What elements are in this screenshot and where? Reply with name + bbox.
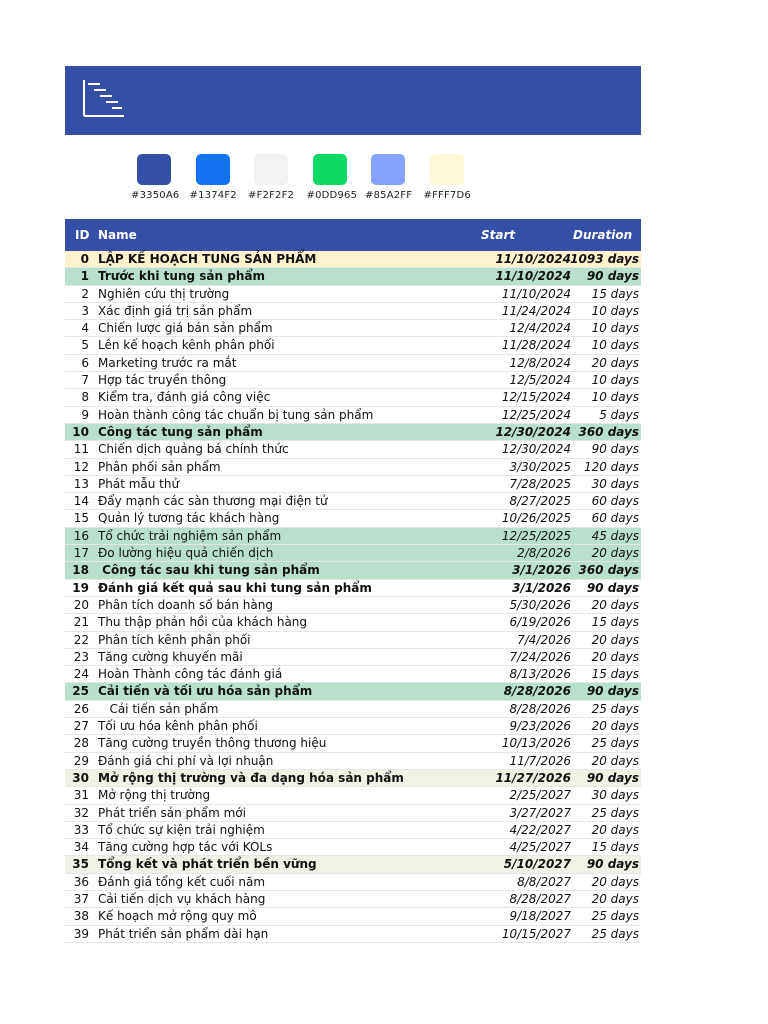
row-id: 7 bbox=[81, 373, 89, 388]
row-id: 15 bbox=[73, 511, 89, 526]
table-row bbox=[65, 337, 641, 354]
table-row bbox=[65, 666, 641, 683]
row-id: 10 bbox=[72, 424, 89, 439]
table-row bbox=[65, 303, 641, 320]
row-duration: 15 days bbox=[591, 286, 639, 301]
table-body bbox=[65, 251, 641, 943]
table-row bbox=[65, 770, 641, 787]
row-start: 11/27/2026 bbox=[495, 770, 571, 785]
row-name: Chiến dịch quảng bá chính thức bbox=[98, 442, 289, 457]
row-duration: 20 days bbox=[591, 546, 639, 561]
row-duration: 90 days bbox=[591, 442, 639, 457]
row-id: 36 bbox=[73, 874, 89, 889]
color-swatch bbox=[248, 154, 298, 201]
table-row bbox=[65, 562, 641, 579]
row-duration: 10 days bbox=[591, 321, 639, 336]
row-duration: 60 days bbox=[591, 494, 639, 509]
row-duration: 20 days bbox=[591, 597, 639, 612]
table-row bbox=[65, 787, 641, 804]
row-start: 12/25/2024 bbox=[501, 407, 571, 422]
row-duration: 20 days bbox=[591, 719, 639, 734]
table-row bbox=[65, 753, 641, 770]
row-id: 29 bbox=[73, 753, 89, 768]
row-start: 6/19/2026 bbox=[509, 615, 571, 630]
row-start: 2/25/2027 bbox=[509, 788, 571, 803]
row-name: Đo lường hiệu quả chiến dịch bbox=[98, 546, 274, 561]
row-start: 2/8/2026 bbox=[517, 546, 571, 561]
row-duration: 10 days bbox=[591, 390, 639, 405]
row-start: 7/28/2025 bbox=[509, 476, 571, 491]
row-start: 11/28/2024 bbox=[501, 338, 571, 353]
color-swatch bbox=[131, 154, 181, 201]
column-header-duration: Duration bbox=[573, 228, 633, 242]
table-row bbox=[65, 614, 641, 631]
table-row bbox=[65, 493, 641, 510]
table-row bbox=[65, 891, 641, 908]
column-header-id: ID bbox=[75, 228, 90, 242]
row-name: Lên kế hoạch kênh phân phối bbox=[98, 338, 275, 353]
table-row bbox=[65, 545, 641, 562]
row-start: 8/13/2026 bbox=[509, 667, 571, 682]
row-name: Nghiên cứu thị trường bbox=[98, 286, 230, 301]
row-duration: 360 days bbox=[578, 424, 639, 439]
row-id: 38 bbox=[73, 909, 89, 924]
row-start: 5/30/2026 bbox=[509, 597, 571, 612]
column-header-start: Start bbox=[481, 228, 516, 242]
table-row bbox=[65, 632, 641, 649]
row-start: 3/27/2027 bbox=[509, 805, 571, 820]
row-duration: 20 days bbox=[591, 355, 639, 370]
table-row bbox=[65, 580, 641, 597]
row-id: 24 bbox=[73, 667, 89, 682]
row-duration: 10 days bbox=[591, 303, 639, 318]
row-name: Công tác tung sản phẩm bbox=[98, 424, 263, 439]
row-name: Trước khi tung sản phẩm bbox=[98, 269, 265, 284]
row-name: Cải tiến và tối ưu hóa sản phẩm bbox=[98, 684, 313, 699]
table-row bbox=[65, 701, 641, 718]
row-start: 8/28/2027 bbox=[509, 891, 571, 906]
row-duration: 20 days bbox=[591, 822, 639, 837]
row-name: LẬP KẾ HOẠCH TUNG SẢN PHẨM bbox=[98, 252, 317, 266]
gantt-icon bbox=[82, 80, 124, 118]
row-name: Đẩy mạnh các sàn thương mại điện tử bbox=[98, 494, 328, 509]
row-start: 3/30/2025 bbox=[509, 459, 571, 474]
color-chip bbox=[313, 154, 347, 185]
row-name: Mở rộng thị trường bbox=[98, 788, 211, 803]
row-id: 35 bbox=[72, 857, 89, 872]
row-id: 14 bbox=[73, 494, 89, 509]
row-name: Tổ chức trải nghiệm sản phẩm bbox=[98, 528, 282, 543]
row-id: 4 bbox=[81, 321, 89, 336]
table-row bbox=[65, 649, 641, 666]
row-name: Phát triển sản phẩm mới bbox=[98, 805, 246, 820]
row-start: 8/28/2026 bbox=[509, 701, 571, 716]
row-id: 23 bbox=[73, 649, 89, 664]
row-id: 1 bbox=[80, 269, 89, 284]
row-name: Công tác sau khi tung sản phẩm bbox=[98, 563, 320, 578]
table-row bbox=[65, 718, 641, 735]
table-row bbox=[65, 908, 641, 925]
row-name: Phát triển sản phẩm dài hạn bbox=[98, 926, 269, 941]
row-start: 9/23/2026 bbox=[509, 719, 571, 734]
row-id: 18 bbox=[72, 563, 89, 578]
table-row bbox=[65, 822, 641, 839]
table-header bbox=[65, 219, 641, 251]
row-id: 20 bbox=[73, 597, 89, 612]
row-start: 4/22/2027 bbox=[509, 822, 571, 837]
row-duration: 25 days bbox=[591, 926, 639, 941]
row-id: 37 bbox=[73, 891, 89, 906]
color-chip bbox=[430, 154, 464, 185]
row-name: Xác định giá trị sản phẩm bbox=[98, 303, 253, 318]
row-duration: 10 days bbox=[591, 338, 639, 353]
row-id: 3 bbox=[81, 303, 89, 318]
row-duration: 25 days bbox=[591, 909, 639, 924]
color-label: #85A2FF bbox=[365, 190, 413, 201]
row-id: 17 bbox=[73, 546, 89, 561]
table-row bbox=[65, 510, 641, 527]
color-swatch bbox=[424, 154, 474, 201]
row-name: Mở rộng thị trường và đa dạng hóa sản phẩm bbox=[98, 770, 404, 785]
row-name: Tăng cường hợp tác với KOLs bbox=[98, 840, 273, 855]
row-name: Phát mẫu thử bbox=[98, 476, 180, 491]
row-duration: 20 days bbox=[591, 891, 639, 906]
color-label: #0DD965 bbox=[306, 190, 358, 201]
row-name: Tổng kết và phát triển bền vững bbox=[98, 857, 317, 872]
row-start: 10/13/2026 bbox=[501, 736, 571, 751]
row-id: 2 bbox=[81, 286, 89, 301]
row-name: Marketing trước ra mắt bbox=[98, 355, 237, 370]
row-id: 31 bbox=[73, 788, 89, 803]
row-id: 30 bbox=[72, 770, 89, 785]
color-swatch bbox=[307, 154, 357, 201]
table-row bbox=[65, 441, 641, 458]
color-chip bbox=[371, 154, 405, 185]
color-label: #F2F2F2 bbox=[248, 190, 295, 201]
table-row bbox=[65, 286, 641, 303]
row-duration: 90 days bbox=[586, 580, 639, 595]
row-start: 12/8/2024 bbox=[509, 355, 571, 370]
row-id: 33 bbox=[73, 822, 89, 837]
row-duration: 20 days bbox=[591, 632, 639, 647]
row-id: 28 bbox=[73, 736, 89, 751]
row-duration: 15 days bbox=[591, 667, 639, 682]
row-name: Kế hoạch mở rộng quy mô bbox=[98, 909, 257, 924]
table-row bbox=[65, 320, 641, 337]
row-start: 12/30/2024 bbox=[495, 424, 571, 439]
row-name: Cải tiến dịch vụ khách hàng bbox=[98, 891, 266, 906]
row-name: Phân tích doanh số bán hàng bbox=[98, 597, 273, 612]
row-name: Đánh giá chi phí và lợi nhuận bbox=[98, 753, 274, 768]
table-row bbox=[65, 683, 641, 700]
row-start: 11/10/2024 bbox=[501, 286, 571, 301]
row-start: 12/5/2024 bbox=[509, 373, 571, 388]
row-id: 21 bbox=[73, 615, 89, 630]
table-row bbox=[65, 389, 641, 406]
row-duration: 20 days bbox=[591, 874, 639, 889]
row-name: Đánh giá kết quả sau khi tung sản phẩm bbox=[98, 580, 372, 595]
row-name: Kiểm tra, đánh giá công việc bbox=[98, 390, 271, 405]
row-id: 12 bbox=[73, 459, 89, 474]
row-id: 5 bbox=[81, 338, 89, 353]
table-row bbox=[65, 459, 641, 476]
row-duration: 90 days bbox=[586, 269, 639, 284]
color-label: #1374F2 bbox=[189, 190, 237, 201]
row-id: 0 bbox=[80, 252, 89, 266]
row-name: Tổ chức sự kiện trải nghiệm bbox=[98, 822, 265, 837]
row-duration: 90 days bbox=[586, 857, 639, 872]
row-duration: 15 days bbox=[591, 840, 639, 855]
row-duration: 25 days bbox=[591, 701, 639, 716]
column-header-name: Name bbox=[98, 228, 137, 242]
table-row bbox=[65, 268, 641, 285]
row-start: 5/10/2027 bbox=[503, 857, 571, 872]
row-name: Hoàn Thành công tác đánh giá bbox=[98, 667, 283, 682]
row-id: 13 bbox=[73, 476, 89, 491]
row-duration: 25 days bbox=[591, 805, 639, 820]
row-start: 11/7/2026 bbox=[509, 753, 571, 768]
row-start: 4/25/2027 bbox=[509, 840, 571, 855]
row-id: 39 bbox=[73, 926, 89, 941]
row-duration: 10 days bbox=[591, 373, 639, 388]
table-row bbox=[65, 805, 641, 822]
row-duration: 1093 days bbox=[570, 252, 639, 266]
row-start: 11/10/2024 bbox=[495, 269, 571, 284]
row-start: 3/1/2026 bbox=[512, 580, 571, 595]
color-swatch bbox=[190, 154, 240, 201]
row-id: 22 bbox=[73, 632, 89, 647]
row-id: 11 bbox=[73, 442, 89, 457]
color-label: #3350A6 bbox=[131, 190, 180, 201]
row-start: 9/18/2027 bbox=[509, 909, 571, 924]
row-duration: 120 days bbox=[583, 459, 639, 474]
row-duration: 30 days bbox=[591, 788, 639, 803]
table-row bbox=[65, 597, 641, 614]
row-id: 32 bbox=[73, 805, 89, 820]
row-start: 7/4/2026 bbox=[517, 632, 571, 647]
row-id: 9 bbox=[81, 407, 89, 422]
row-start: 8/28/2026 bbox=[503, 684, 571, 699]
row-start: 10/26/2025 bbox=[501, 511, 571, 526]
table-row bbox=[65, 528, 641, 545]
color-swatch bbox=[365, 154, 415, 201]
row-name: Tăng cường truyền thông thương hiệu bbox=[98, 736, 327, 751]
row-id: 6 bbox=[81, 355, 89, 370]
row-name: Cải tiến sản phẩm bbox=[98, 701, 219, 716]
row-start: 7/24/2026 bbox=[509, 649, 571, 664]
row-start: 10/15/2027 bbox=[501, 926, 571, 941]
row-name: Tăng cường khuyến mãi bbox=[98, 649, 243, 664]
row-name: Chiến lược giá bán sản phẩm bbox=[98, 321, 273, 336]
row-start: 12/30/2024 bbox=[501, 442, 571, 457]
row-duration: 90 days bbox=[586, 684, 639, 699]
table-row bbox=[65, 372, 641, 389]
table-row bbox=[65, 407, 641, 424]
row-start: 11/10/2024 bbox=[495, 252, 571, 266]
row-id: 34 bbox=[73, 840, 89, 855]
table-row bbox=[65, 856, 641, 873]
row-start: 12/25/2025 bbox=[501, 528, 571, 543]
color-chip bbox=[254, 154, 288, 185]
row-duration: 15 days bbox=[591, 615, 639, 630]
table-row bbox=[65, 355, 641, 372]
row-name: Phân tích kênh phân phối bbox=[98, 632, 251, 647]
row-start: 8/8/2027 bbox=[517, 874, 571, 889]
table-row bbox=[65, 874, 641, 891]
row-id: 19 bbox=[72, 580, 89, 595]
row-duration: 360 days bbox=[578, 563, 639, 578]
row-id: 8 bbox=[81, 390, 89, 405]
row-start: 3/1/2026 bbox=[512, 563, 571, 578]
row-duration: 45 days bbox=[591, 528, 639, 543]
row-name: Đánh giá tổng kết cuối năm bbox=[98, 874, 266, 889]
row-name: Quản lý tương tác khách hàng bbox=[98, 511, 280, 526]
row-name: Thu thập phản hồi của khách hàng bbox=[98, 615, 308, 630]
row-duration: 20 days bbox=[591, 649, 639, 664]
table-row bbox=[65, 251, 641, 268]
row-name: Hợp tác truyền thông bbox=[98, 373, 227, 388]
row-duration: 20 days bbox=[591, 753, 639, 768]
color-chip bbox=[137, 154, 171, 185]
row-duration: 60 days bbox=[591, 511, 639, 526]
color-label: #FFF7D6 bbox=[423, 190, 471, 201]
table-row bbox=[65, 476, 641, 493]
row-duration: 5 days bbox=[599, 407, 639, 422]
row-start: 11/24/2024 bbox=[501, 303, 571, 318]
table-row bbox=[65, 839, 641, 856]
row-duration: 30 days bbox=[591, 476, 639, 491]
color-chip bbox=[196, 154, 230, 185]
row-start: 12/15/2024 bbox=[501, 390, 571, 405]
row-start: 8/27/2025 bbox=[509, 494, 571, 509]
header-banner bbox=[65, 66, 641, 135]
table-row bbox=[65, 735, 641, 752]
row-duration: 90 days bbox=[586, 770, 639, 785]
row-duration: 25 days bbox=[591, 736, 639, 751]
row-id: 27 bbox=[73, 719, 89, 734]
row-id: 16 bbox=[73, 528, 89, 543]
row-start: 12/4/2024 bbox=[509, 321, 571, 336]
table-row bbox=[65, 424, 641, 441]
row-id: 26 bbox=[73, 701, 89, 716]
project-table bbox=[65, 219, 641, 943]
row-name: Tối ưu hóa kênh phân phối bbox=[98, 719, 258, 734]
row-name: Phân phối sản phẩm bbox=[98, 459, 221, 474]
table-row bbox=[65, 926, 641, 943]
row-id: 25 bbox=[72, 684, 89, 699]
row-name: Hoàn thành công tác chuẩn bị tung sản phẩm bbox=[98, 407, 374, 422]
